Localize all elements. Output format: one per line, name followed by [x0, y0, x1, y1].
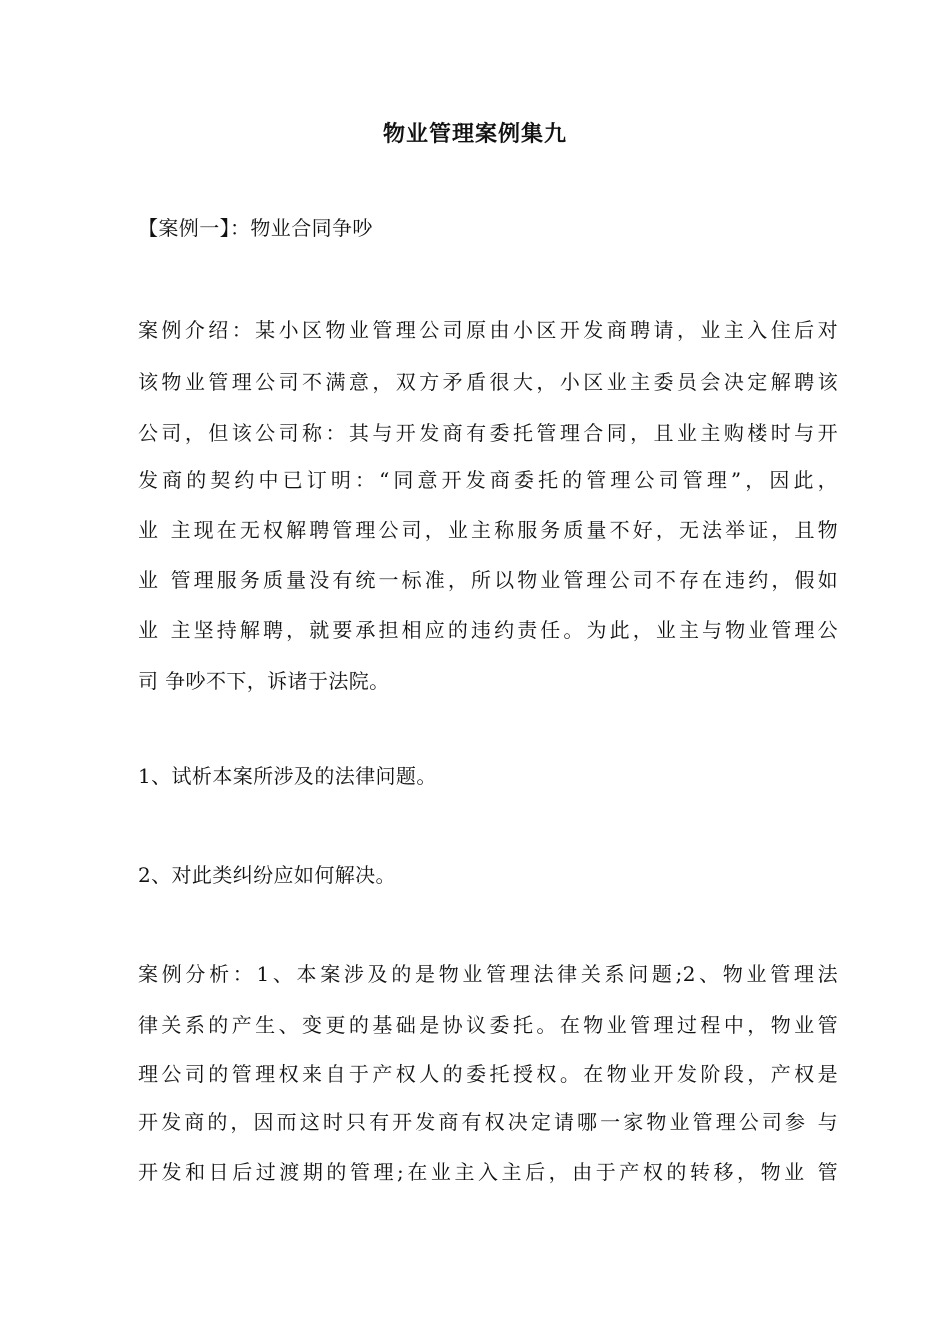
document-title: 物业管理案例集九: [382, 122, 567, 147]
question-1: 1、试析本案所涉及的法律问题。: [138, 764, 437, 788]
introduction-line: 案例介绍：某小区物业管理公司原由小区开发商聘请，业主入住后对: [138, 318, 838, 342]
introduction-line: 司 争吵不下，诉诸于法院。: [138, 669, 390, 693]
analysis-line: 开发商的，因而这时只有开发商有权决定请哪一家物业管理公司参 与: [138, 1110, 838, 1134]
introduction-line: 业 主坚持解聘，就要承担相应的违约责任。为此，业主与物业管理公: [138, 618, 838, 642]
analysis-line: 律关系的产生、变更的基础是协议委托。在物业管理过程中，物业管: [138, 1013, 838, 1037]
analysis-line: 案例分析：1、本案涉及的是物业管理法律关系问题;2、物业管理法: [138, 962, 838, 986]
introduction-line: 公司，但该公司称：其与开发商有委托管理合同，且业主购楼时与开: [138, 421, 838, 445]
introduction-line: 该物业管理公司不满意，双方矛盾很大，小区业主委员会决定解聘该: [138, 370, 838, 394]
introduction-line: 业 管理服务质量没有统一标准，所以物业管理公司不存在违约，假如: [138, 568, 838, 592]
introduction-line: 业 主现在无权解聘管理公司，业主称服务质量不好，无法举证，且物: [138, 518, 838, 542]
question-2: 2、对此类纠纷应如何解决。: [138, 863, 396, 887]
introduction-line: 发商的契约中已订明：“同意开发商委托的管理公司管理”，因此，: [138, 468, 838, 492]
case-heading: 【案例一】：物业合同争吵: [138, 216, 373, 240]
analysis-line: 理公司的管理权来自于产权人的委托授权。在物业开发阶段，产权是: [138, 1062, 838, 1086]
analysis-line: 开发和日后过渡期的管理;在业主入主后，由于产权的转移，物业 管: [138, 1160, 838, 1184]
